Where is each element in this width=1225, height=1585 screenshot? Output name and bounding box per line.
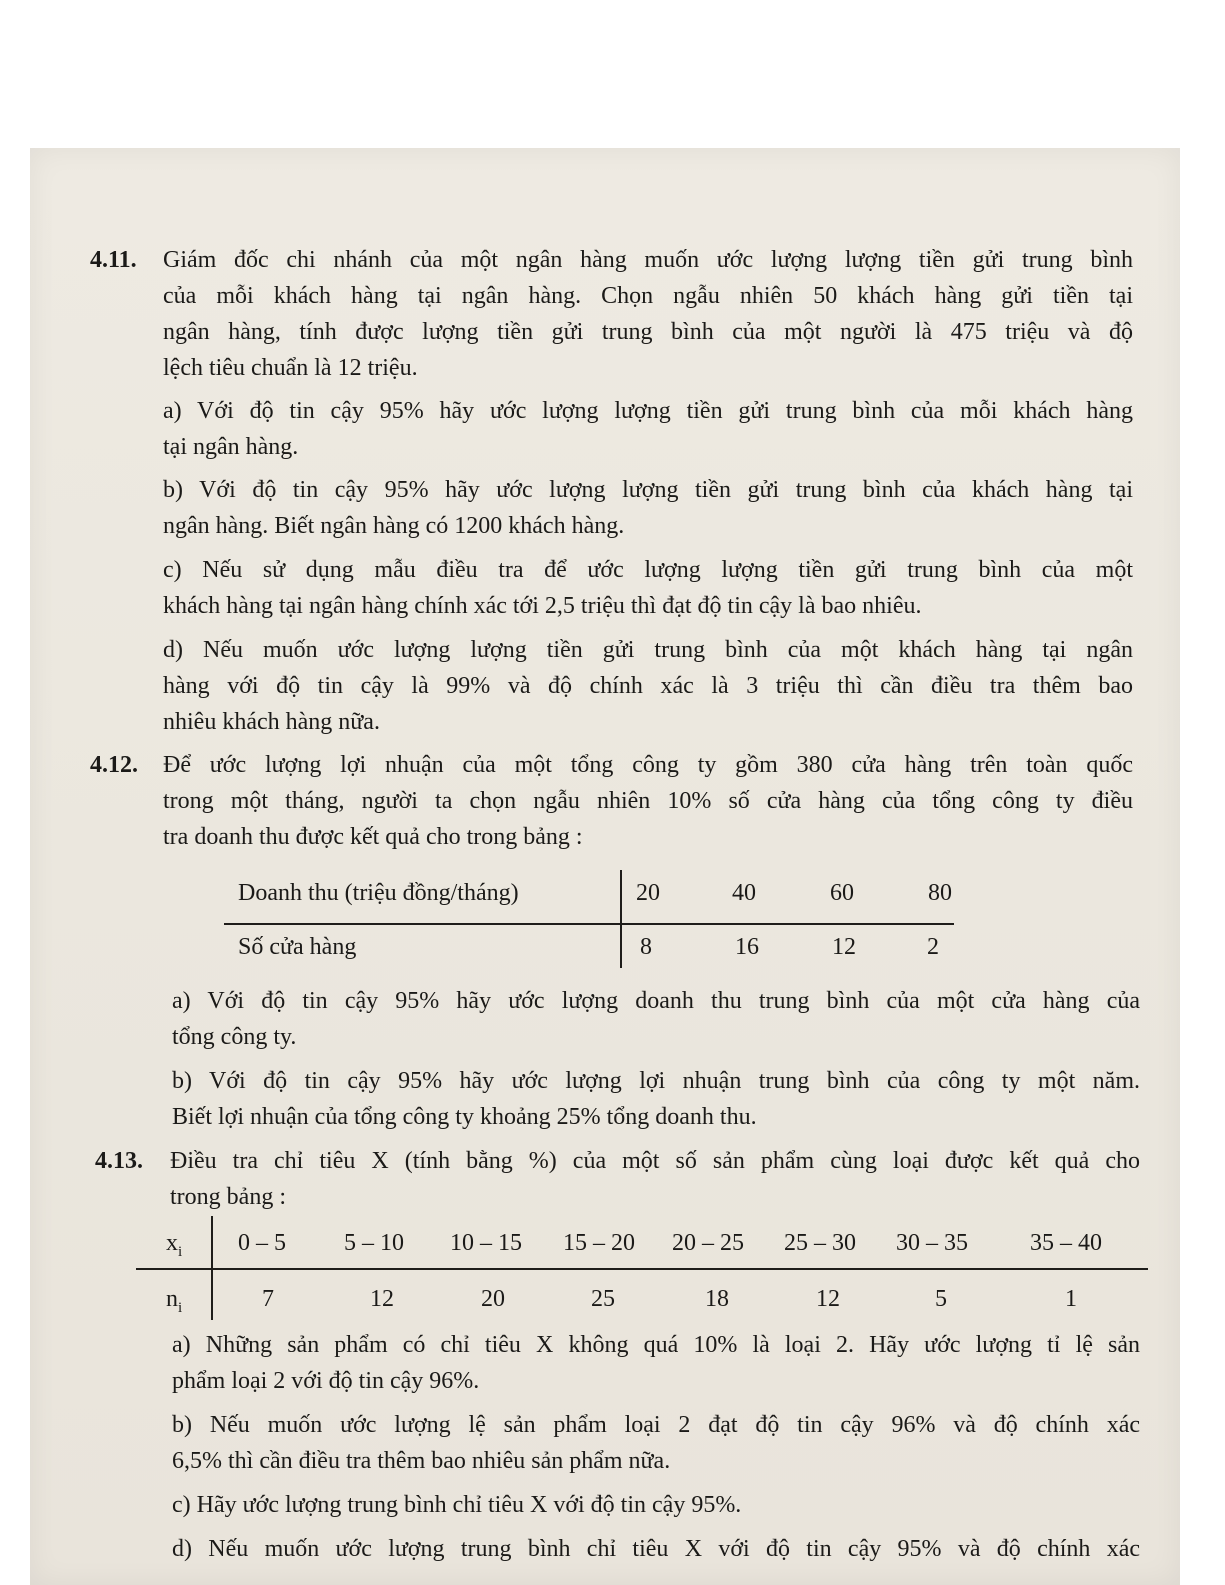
problem-4-11-stem-line-3: ngân hàng, tính được lượng tiền gửi trung bình của một người là 475 triệu và độ [163, 319, 1133, 345]
count-cell: 7 [262, 1286, 274, 1312]
problem-4-12-stem-line-2: trong một tháng, người ta chọn ngẫu nhiên 10% số cửa hàng của tổng công ty điều [163, 788, 1133, 814]
interval-cell: 15 – 20 [563, 1230, 635, 1256]
problem-4-12-part-b-line-1: b) Với độ tin cậy 95% hãy ước lượng lợi nhuận trung bình của công ty một năm. [172, 1068, 1140, 1094]
interval-cell: 10 – 15 [450, 1230, 522, 1256]
problem-number-4-13: 4.13. [95, 1148, 143, 1174]
problem-4-11-part-b-line-2: ngân hàng. Biết ngân hàng có 1200 khách hàng. [163, 513, 625, 539]
count-cell: 25 [591, 1286, 615, 1312]
store-count-cell: 2 [927, 934, 939, 960]
count-cell: 20 [481, 1286, 505, 1312]
problem-4-11-part-c-line-1: c) Nếu sử dụng mẫu điều tra để ước lượng lượng tiền gửi trung bình của một [163, 557, 1133, 583]
problem-4-12-part-b-line-2: Biết lợi nhuận của tổng công ty khoảng 25% tổng doanh thu. [172, 1104, 757, 1130]
problem-4-11-stem-line-1: Giám đốc chi nhánh của một ngân hàng muốn ước lượng lượng tiền gửi trung bình [163, 247, 1133, 273]
problem-4-12-stem-line-1: Để ước lượng lợi nhuận của một tổng công ty gồm 380 cửa hàng trên toàn quốc [163, 752, 1133, 778]
problem-4-11-part-c-line-2: khách hàng tại ngân hàng chính xác tới 2,5 triệu thì đạt độ tin cậy là bao nhiêu. [163, 593, 922, 619]
indicator-table-row1-label: $x_i$ [166, 1230, 183, 1260]
problem-4-13-part-d-line-1: d) Nếu muốn ước lượng trung bình chỉ tiêu X với độ tin cậy 95% và độ chính xác [172, 1536, 1140, 1562]
problem-4-12-stem-line-3: tra doanh thu được kết quả cho trong bảng : [163, 824, 583, 850]
revenue-table-hrule [224, 923, 954, 925]
problem-4-13-part-c-line-1: c) Hãy ước lượng trung bình chỉ tiêu X với độ tin cậy 95%. [172, 1492, 742, 1518]
problem-4-12-part-a-line-1: a) Với độ tin cậy 95% hãy ước lượng doanh thu trung bình của một cửa hàng của [172, 988, 1140, 1014]
problem-4-11-part-a-line-1: a) Với độ tin cậy 95% hãy ước lượng lượng tiền gửi trung bình của mỗi khách hàng [163, 398, 1133, 424]
count-cell: 18 [705, 1286, 729, 1312]
interval-cell: 20 – 25 [672, 1230, 744, 1256]
interval-cell: 0 – 5 [238, 1230, 286, 1256]
revenue-table-vrule [620, 870, 622, 968]
interval-cell: 30 – 35 [896, 1230, 968, 1256]
indicator-table-hrule [136, 1268, 1148, 1270]
problem-number-4-12: 4.12. [90, 752, 138, 778]
problem-4-11-part-a-line-2: tại ngân hàng. [163, 434, 299, 460]
problem-4-13-stem-line-2: trong bảng : [170, 1184, 286, 1210]
interval-cell: 25 – 30 [784, 1230, 856, 1256]
problem-4-11-part-d-line-2: hàng với độ tin cậy là 99% và độ chính xác là 3 triệu thì cần điều tra thêm bao [163, 673, 1133, 699]
interval-cell: 35 – 40 [1030, 1230, 1102, 1256]
revenue-value-cell: 20 [636, 880, 660, 906]
revenue-value-cell: 60 [830, 880, 854, 906]
problem-4-13-part-a-line-2: phẩm loại 2 với độ tin cậy 96%. [172, 1368, 480, 1394]
revenue-table-row2-label: Số cửa hàng [238, 934, 357, 960]
store-count-cell: 12 [832, 934, 856, 960]
problem-4-12-part-a-line-2: tổng công ty. [172, 1024, 297, 1050]
revenue-table-row1-label: Doanh thu (triệu đồng/tháng) [238, 880, 519, 906]
problem-4-11-part-d-line-3: nhiêu khách hàng nữa. [163, 709, 380, 735]
problem-4-11-stem-line-4: lệch tiêu chuẩn là 12 triệu. [163, 355, 418, 381]
revenue-value-cell: 80 [928, 880, 952, 906]
indicator-table-row2-label: $n_i$ [166, 1286, 183, 1316]
store-count-cell: 8 [640, 934, 652, 960]
problem-4-13-stem-line-1: Điều tra chỉ tiêu X (tính bằng %) của một số sản phẩm cùng loại được kết quả cho [170, 1148, 1140, 1174]
store-count-cell: 16 [735, 934, 759, 960]
revenue-value-cell: 40 [732, 880, 756, 906]
problem-4-11-part-d-line-1: d) Nếu muốn ước lượng lượng tiền gửi trung bình của một khách hàng tại ngân [163, 637, 1133, 663]
problem-4-13-part-a-line-1: a) Những sản phẩm có chỉ tiêu X không quá 10% là loại 2. Hãy ước lượng tỉ lệ sản [172, 1332, 1140, 1358]
problem-number-4-11: 4.11. [90, 247, 137, 273]
count-cell: 1 [1065, 1286, 1077, 1312]
indicator-table-vrule [211, 1216, 213, 1320]
problem-4-11-part-b-line-1: b) Với độ tin cậy 95% hãy ước lượng lượng tiền gửi trung bình của khách hàng tại [163, 477, 1133, 503]
count-cell: 5 [935, 1286, 947, 1312]
count-cell: 12 [816, 1286, 840, 1312]
interval-cell: 5 – 10 [344, 1230, 404, 1256]
problem-4-13-part-b-line-2: 6,5% thì cần điều tra thêm bao nhiêu sản phẩm nữa. [172, 1448, 671, 1474]
count-cell: 12 [370, 1286, 394, 1312]
problem-4-11-stem-line-2: của mỗi khách hàng tại ngân hàng. Chọn ngẫu nhiên 50 khách hàng gửi tiền tại [163, 283, 1133, 309]
problem-4-13-part-b-line-1: b) Nếu muốn ước lượng lệ sản phẩm loại 2 đạt độ tin cậy 96% và độ chính xác [172, 1412, 1140, 1438]
scanned-page [30, 148, 1180, 1585]
